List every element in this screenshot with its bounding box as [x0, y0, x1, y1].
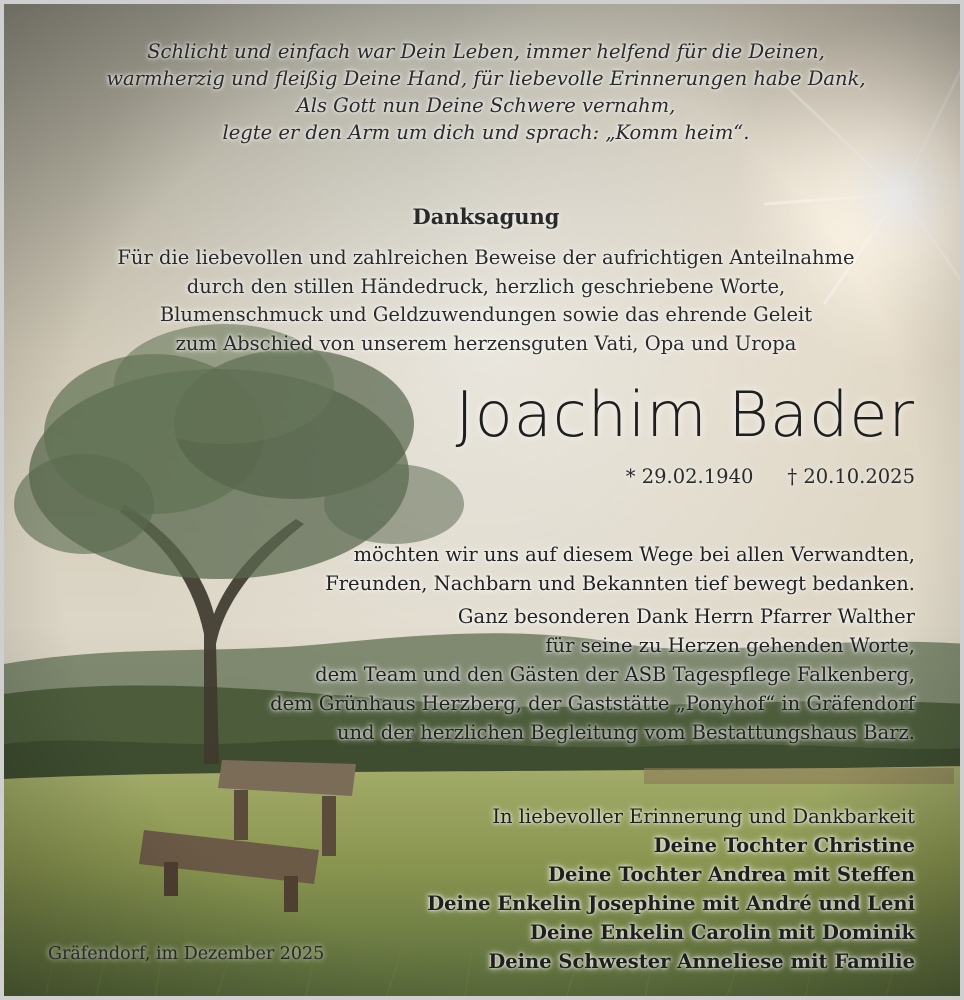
family-member: Deine Schwester Anneliese mit Familie	[488, 950, 915, 973]
family-member: Deine Enkelin Carolin mit Dominik	[530, 921, 915, 944]
verse-line: legte er den Arm um dich und sprach: „Komm heim“.	[222, 121, 750, 144]
family-member: Deine Tochter Christine	[653, 834, 915, 857]
intro-line: durch den stillen Händedruck, herzlich geschriebene Worte,	[186, 274, 786, 298]
special-thanks-line: Ganz besonderen Dank Herrn Pfarrer Walther	[457, 605, 915, 628]
verse-line: Als Gott nun Deine Schwere vernahm,	[296, 94, 676, 117]
place-and-date: Gräfendorf, im Dezember 2025	[48, 944, 325, 964]
family-member: Deine Enkelin Josephine mit André und Leni	[427, 892, 915, 915]
closing-line: In liebevoller Erinnerung und Dankbarkeit	[492, 805, 915, 828]
memorial-verse	[4, 38, 964, 146]
verse-line: Schlicht und einfach war Dein Leben, immer helfend für die Deinen,	[147, 40, 825, 63]
death-date: † 20.10.2025	[787, 465, 915, 488]
thanks-text	[270, 540, 915, 747]
intro-line: zum Abschied von unserem herzensguten Vati, Opa und Uropa	[175, 331, 797, 355]
family-signatures	[427, 802, 915, 976]
thanks-line: Freunden, Nachbarn und Bekannten tief bewegt bedanken.	[325, 572, 915, 595]
intro-text	[4, 244, 964, 358]
intro-line: Blumenschmuck und Geldzuwendungen sowie das ehrende Geleit	[159, 303, 813, 326]
life-dates	[626, 465, 915, 488]
special-thanks-line: dem Grünhaus Herzberg, der Gaststätte „Ponyhof“ in Gräfendorf	[270, 692, 915, 715]
special-thanks-line: und der herzlichen Begleitung vom Bestattungshaus Barz.	[336, 721, 915, 744]
heading: Danksagung	[412, 204, 560, 229]
deceased-name: Joachim Bader	[455, 378, 915, 451]
birth-date: * 29.02.1940	[625, 465, 754, 488]
special-thanks-line: dem Team und den Gästen der ASB Tagespflege Falkenberg,	[315, 663, 915, 686]
intro-line: Für die liebevollen und zahlreichen Beweise der aufrichtigen Anteilnahme	[117, 246, 855, 269]
verse-line: warmherzig und fleißig Deine Hand, für liebevolle Erinnerungen habe Dank,	[106, 67, 866, 90]
family-member: Deine Tochter Andrea mit Steffen	[548, 863, 915, 886]
thanks-line: möchten wir uns auf diesem Wege bei allen Verwandten,	[353, 543, 915, 566]
special-thanks-line: für seine zu Herzen gehenden Worte,	[545, 634, 915, 657]
